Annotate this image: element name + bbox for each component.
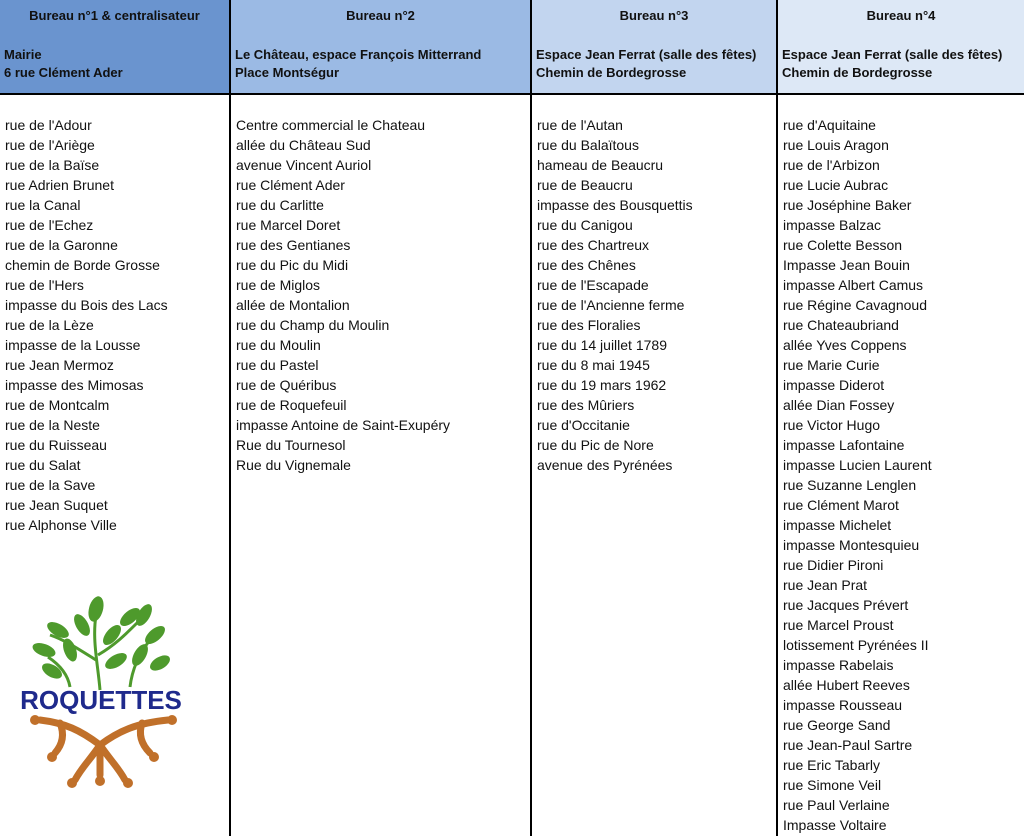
street-item: rue Paul Verlaine xyxy=(783,797,890,813)
street-item: rue d'Aquitaine xyxy=(783,117,876,133)
street-list xyxy=(778,95,1024,835)
street-item: rue Jean Mermoz xyxy=(5,357,114,373)
street-list xyxy=(532,95,776,475)
street-item: rue Marcel Proust xyxy=(783,617,894,633)
street-item: rue du Balaïtous xyxy=(537,137,639,153)
street-item: allée de Montalion xyxy=(236,297,350,313)
street-item: rue Jean Prat xyxy=(783,577,868,593)
street-item: rue des Gentianes xyxy=(236,237,351,253)
location-address: Chemin de Bordegrosse xyxy=(782,65,933,80)
street-item: rue de l'Escapade xyxy=(537,277,649,293)
roquettes-logo xyxy=(20,595,182,795)
street-item: rue de l'Echez xyxy=(5,217,94,233)
street-item: rue du Carlitte xyxy=(236,197,324,213)
street-item: rue Victor Hugo xyxy=(783,417,881,433)
logo-plant-icon xyxy=(31,595,173,690)
street-item: rue Jean-Paul Sartre xyxy=(783,737,913,753)
street-item: rue d'Occitanie xyxy=(537,417,630,433)
street-item: rue du Salat xyxy=(5,457,81,473)
column-header xyxy=(0,0,229,95)
street-item: rue des Chartreux xyxy=(537,237,650,253)
street-item: rue la Canal xyxy=(5,197,81,213)
street-item: rue Simone Veil xyxy=(783,777,882,793)
street-item: rue Jean Suquet xyxy=(5,497,108,513)
street-item: rue de l'Ancienne ferme xyxy=(537,297,685,313)
street-item: rue du 19 mars 1962 xyxy=(537,377,667,393)
street-item: rue des Mûriers xyxy=(537,397,635,413)
location-address: Place Montségur xyxy=(235,65,340,80)
street-item: Centre commercial le Chateau xyxy=(236,117,426,133)
street-item: Rue du Vignemale xyxy=(236,457,351,473)
street-item: rue de l'Adour xyxy=(5,117,92,133)
location-address: 6 rue Clément Ader xyxy=(4,65,123,80)
street-item: rue de la Neste xyxy=(5,417,100,433)
street-item: rue Marie Curie xyxy=(783,357,880,373)
street-item: rue du Ruisseau xyxy=(5,437,107,453)
street-item: impasse Lucien Laurent xyxy=(783,457,932,473)
street-item: rue Jacques Prévert xyxy=(783,597,909,613)
street-item: impasse des Mimosas xyxy=(5,377,144,393)
street-item: impasse Rabelais xyxy=(783,657,894,673)
street-item: rue de la Baïse xyxy=(5,157,100,173)
street-item: rue des Chênes xyxy=(537,257,636,273)
location-name: Mairie xyxy=(4,47,42,62)
street-item: impasse des Bousquettis xyxy=(537,197,693,213)
street-item: allée Hubert Reeves xyxy=(783,677,910,693)
street-item: rue George Sand xyxy=(783,717,891,733)
street-item: impasse Rousseau xyxy=(783,697,903,713)
street-item: rue du Pic de Nore xyxy=(537,437,654,453)
street-item: rue Lucie Aubrac xyxy=(783,177,889,193)
street-item: rue de Beaucru xyxy=(537,177,633,193)
street-item: rue de l'Arbizon xyxy=(783,157,880,173)
street-item: rue de l'Hers xyxy=(5,277,84,293)
street-item: rue de Quéribus xyxy=(236,377,337,393)
street-item: impasse Lafontaine xyxy=(783,437,905,453)
street-item: avenue Vincent Auriol xyxy=(236,157,372,173)
street-item: rue de Roquefeuil xyxy=(236,397,347,413)
street-item: rue Chateaubriand xyxy=(783,317,899,333)
logo-text: ROQUETTES xyxy=(20,685,182,715)
logo-cross-icon xyxy=(40,720,168,780)
street-item: rue Clément Ader xyxy=(236,177,345,193)
street-item: rue du Champ du Moulin xyxy=(236,317,390,333)
street-item: impasse de la Lousse xyxy=(5,337,141,353)
street-item: rue de Miglos xyxy=(236,277,321,293)
street-item: rue Adrien Brunet xyxy=(5,177,114,193)
street-item: rue Didier Pironi xyxy=(783,557,884,573)
column-title: Bureau n°3 xyxy=(619,8,689,23)
street-item: Impasse Voltaire xyxy=(783,817,887,833)
street-item: rue Suzanne Lenglen xyxy=(783,477,917,493)
street-item: rue Marcel Doret xyxy=(236,217,341,233)
street-item: rue de la Save xyxy=(5,477,96,493)
street-list xyxy=(231,95,530,475)
street-item: rue Colette Besson xyxy=(783,237,903,253)
street-item: rue du Canigou xyxy=(537,217,633,233)
street-item: rue de l'Autan xyxy=(537,117,623,133)
column-header xyxy=(231,0,530,95)
street-item: impasse Antoine de Saint-Exupéry xyxy=(236,417,451,433)
street-item: rue Louis Aragon xyxy=(783,137,889,153)
street-item: rue de la Garonne xyxy=(5,237,118,253)
street-item: allée Dian Fossey xyxy=(783,397,895,413)
street-item: impasse du Bois des Lacs xyxy=(5,297,168,313)
street-item: rue du 8 mai 1945 xyxy=(537,357,650,373)
street-item: rue du Moulin xyxy=(236,337,321,353)
street-item: rue Alphonse Ville xyxy=(5,517,117,533)
street-item: hameau de Beaucru xyxy=(537,157,664,173)
column-bureau-2 xyxy=(229,0,530,836)
street-item: rue des Floralies xyxy=(537,317,641,333)
street-item: rue du Pic du Midi xyxy=(236,257,349,273)
street-item: allée Yves Coppens xyxy=(783,337,907,353)
street-item: allée du Château Sud xyxy=(236,137,371,153)
street-item: impasse Michelet xyxy=(783,517,892,533)
street-item: rue Eric Tabarly xyxy=(783,757,881,773)
column-title: Bureau n°4 xyxy=(866,8,936,23)
column-title: Bureau n°1 & centralisateur xyxy=(29,8,200,23)
street-item: impasse Albert Camus xyxy=(783,277,924,293)
street-item: rue de la Lèze xyxy=(5,317,94,333)
street-item: rue de Montcalm xyxy=(5,397,110,413)
column-bureau-3 xyxy=(530,0,776,836)
column-bureau-4 xyxy=(776,0,1024,836)
street-item: chemin de Borde Grosse xyxy=(5,257,160,273)
street-item: impasse Montesquieu xyxy=(783,537,920,553)
street-item: avenue des Pyrénées xyxy=(537,457,673,473)
street-item: Impasse Jean Bouin xyxy=(783,257,910,273)
street-list xyxy=(0,95,229,535)
street-item: lotissement Pyrénées II xyxy=(783,637,929,653)
column-title: Bureau n°2 xyxy=(346,8,415,23)
street-item: rue du 14 juillet 1789 xyxy=(537,337,667,353)
street-item: impasse Balzac xyxy=(783,217,882,233)
street-item: rue du Pastel xyxy=(236,357,319,373)
street-item: impasse Diderot xyxy=(783,377,885,393)
location-address: Chemin de Bordegrosse xyxy=(536,65,687,80)
location-name: Espace Jean Ferrat (salle des fêtes) xyxy=(536,47,757,62)
street-item: rue Régine Cavagnoud xyxy=(783,297,927,313)
column-header xyxy=(778,0,1024,95)
street-item: Rue du Tournesol xyxy=(236,437,346,453)
location-name: Espace Jean Ferrat (salle des fêtes) xyxy=(782,47,1003,62)
street-item: rue de l'Ariège xyxy=(5,137,95,153)
column-header xyxy=(532,0,776,95)
location-name: Le Château, espace François Mitterrand xyxy=(235,47,482,62)
street-item: rue Joséphine Baker xyxy=(783,197,912,213)
street-item: rue Clément Marot xyxy=(783,497,899,513)
